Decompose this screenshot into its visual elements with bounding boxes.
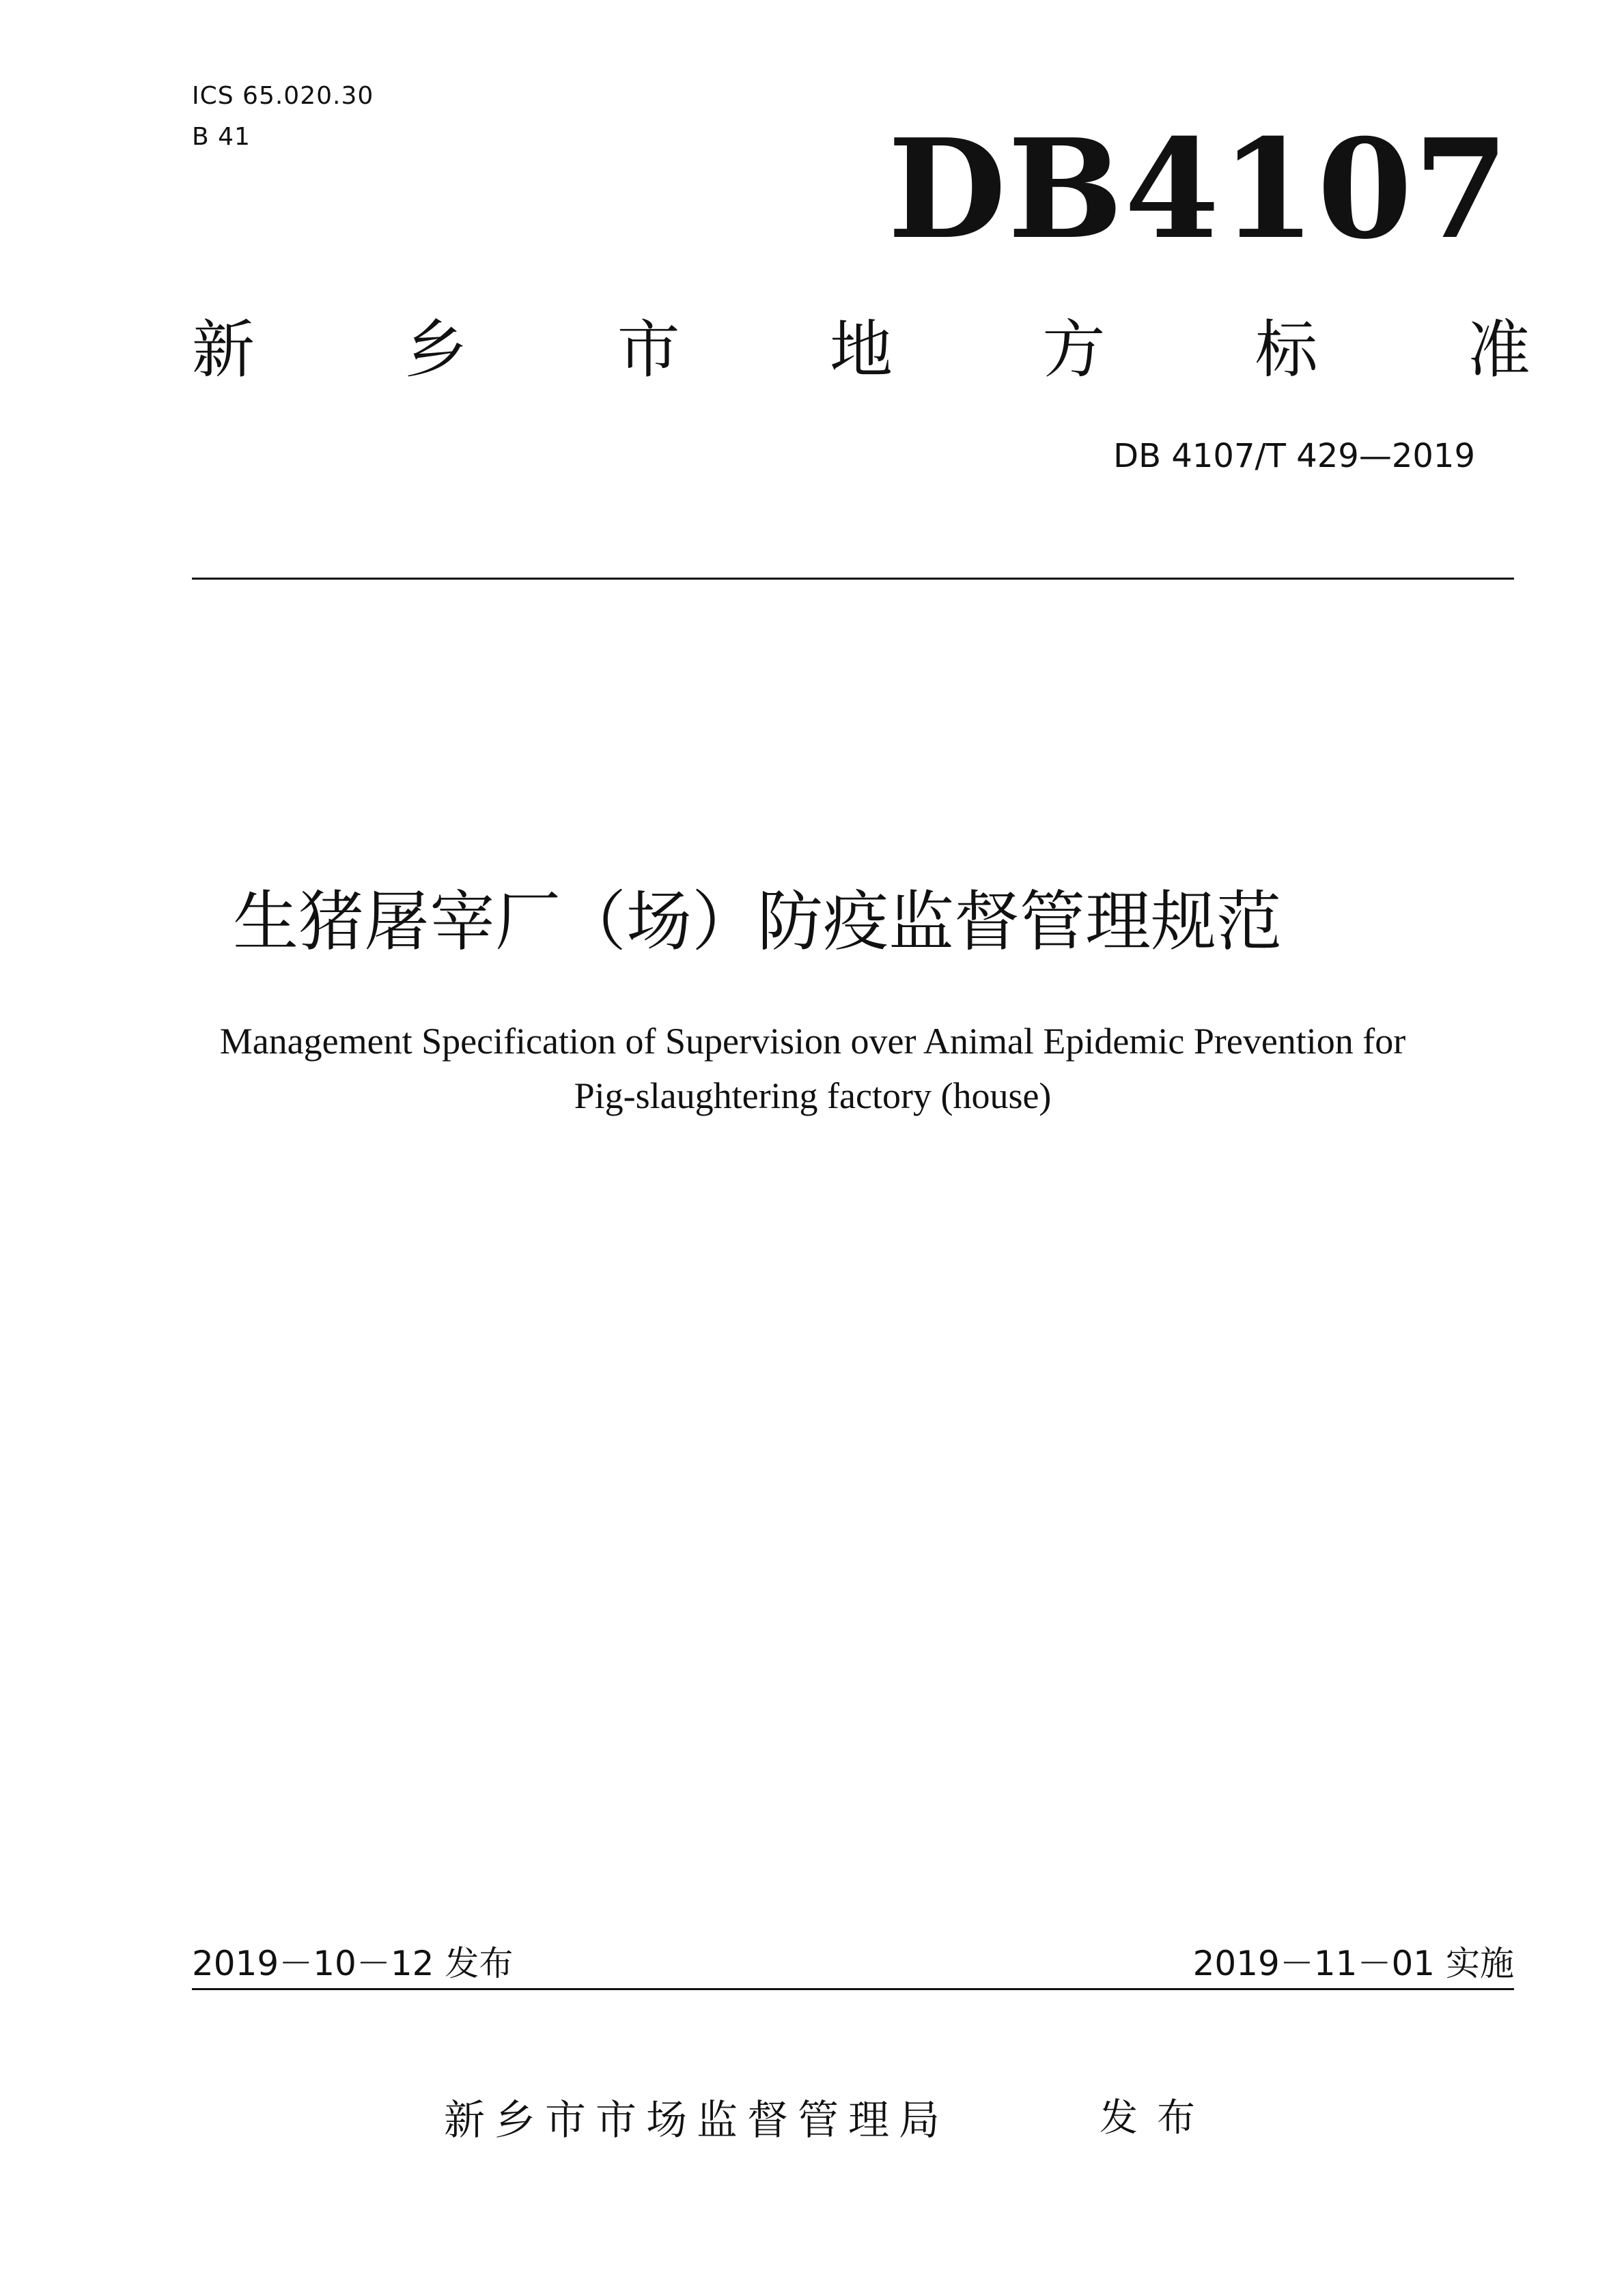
standard-type-char: 乡 [404,313,468,386]
implementation-date: 2019－11－01 实施 [1192,1944,1514,1983]
classification-code: B 41 [192,123,251,151]
publish-date: 2019－10－12 发布 [192,1944,514,1983]
standard-type-char: 市 [617,313,680,386]
english-title-line-1: Management Specification of Supervision over Animal Epidemic Prevention for [219,1021,1406,1062]
standard-number: DB 4107/T 429—2019 [1113,437,1475,475]
top-divider [192,578,1514,580]
english-title-line-2: Pig-slaughtering factory (house) [574,1075,1052,1116]
standard-type-char: 方 [1042,313,1106,386]
document-title-chinese: 生猪屠宰厂（场）防疫监督管理规范 [233,883,1282,960]
ics-code: ICS 65.020.30 [192,82,374,110]
standard-type-char: 新 [192,313,255,386]
standard-type-char: 标 [1255,313,1318,386]
standard-type-char: 准 [1467,313,1530,386]
bottom-divider [192,1988,1514,1990]
standard-type-heading [192,313,1530,388]
issue-label: 发布 [1100,2096,1214,2140]
document-title-english [164,1014,1461,1123]
issuing-authority: 新乡市市场监督管理局 [444,2097,949,2144]
standard-type-char: 地 [829,313,893,386]
standard-code-large: DB4107 [888,109,1511,270]
